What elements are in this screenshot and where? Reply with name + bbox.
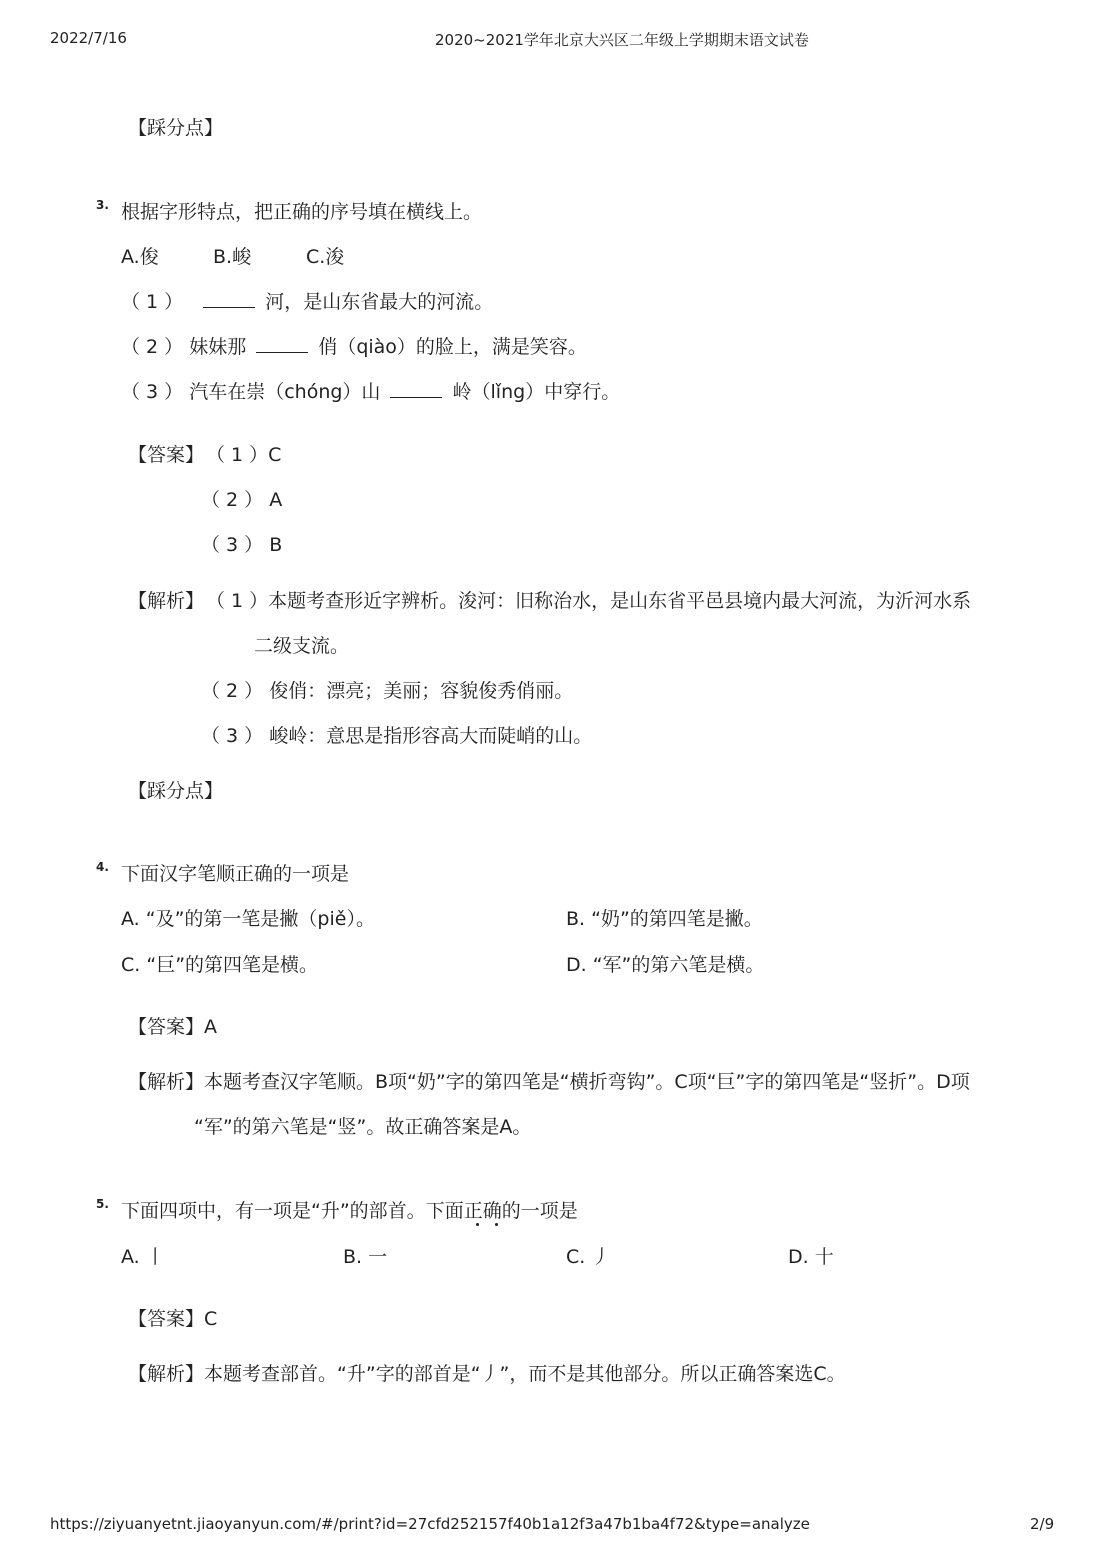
analysis-text: （ 1 ）本题考查形近字辨析。浚河：旧称治水，是山东省平邑县境内最大河流，为沂河水系 [206, 590, 972, 612]
answer-value: A [204, 1016, 218, 1038]
fill-blank[interactable] [256, 336, 308, 353]
fill-item-2 [121, 335, 587, 359]
analysis-label: 【解析】 [128, 590, 205, 612]
analysis-row [128, 1070, 970, 1094]
fill-item-1 [121, 290, 493, 314]
option-c: C. 丿 [566, 1246, 611, 1268]
answer-value: （ 2 ） A [201, 489, 283, 511]
option-a: A. “及”的第一笔是撇（piě）。 [121, 908, 375, 930]
analysis-label: 【解析】 [128, 1363, 205, 1385]
print-date: 2022/7/16 [50, 29, 127, 47]
item-number: （ 3 ） [121, 381, 184, 403]
analysis-text: （ 3 ） 峻岭：意思是指形容高大而陡峭的山。 [201, 725, 593, 747]
item-text: 岭（lǐng）中穿行。 [452, 381, 621, 403]
item-text: 妹妹那 [189, 336, 247, 358]
item-text: 俏（qiào）的脸上，满是笑容。 [318, 336, 587, 358]
answer-value: C [204, 1308, 218, 1330]
caifendian-label: 【踩分点】 [128, 780, 224, 802]
caifendian-label: 【踩分点】 [128, 117, 224, 139]
answer-label: 【答案】 [128, 1308, 205, 1330]
page-url[interactable]: https://ziyuanyetnt.jiaoyanyun.com/#/print?id=27cfd252157f40b1a12f3a47b1ba4f72&type=analyze [50, 1515, 810, 1533]
fill-blank[interactable] [390, 381, 442, 398]
fill-item-3 [121, 380, 620, 404]
emphasis-dot [476, 1223, 479, 1226]
emphasis-dot [495, 1223, 498, 1226]
option-b: B. 一 [343, 1246, 388, 1268]
analysis-text: 本题考查部首。“升”字的部首是“丿”，而不是其他部分。所以正确答案选C。 [204, 1363, 846, 1385]
question-number: 4. [96, 860, 109, 874]
question-stem: 下面四项中，有一项是“升”的部首。下面正确的一项是 [121, 1200, 578, 1222]
answer-label: 【答案】 [128, 444, 205, 466]
option-b: B.峻 [213, 246, 252, 268]
analysis-text: 本题考查汉字笔顺。B项“奶”字的第四笔是“横折弯钩”。C项“巨”字的第四笔是“竖折”。D项 [204, 1071, 970, 1093]
question-number: 5. [96, 1197, 109, 1211]
analysis-label: 【解析】 [128, 1071, 205, 1093]
analysis-text: 二级支流。 [254, 635, 350, 657]
option-a: A. 丨 [121, 1246, 165, 1268]
item-text: 河，是山东省最大的河流。 [265, 291, 494, 313]
option-c: C. “巨”的第四笔是横。 [121, 954, 319, 976]
question-stem: 根据字形特点，把正确的序号填在横线上。 [121, 201, 483, 223]
question-number: 3. [96, 198, 109, 212]
question-stem: 下面汉字笔顺正确的一项是 [121, 863, 350, 885]
fill-blank[interactable] [203, 291, 255, 308]
item-number: （ 2 ） [121, 336, 184, 358]
analysis-row [128, 1362, 846, 1386]
analysis-text: （ 2 ） 俊俏：漂亮；美丽；容貌俊秀俏丽。 [201, 680, 574, 702]
answer-row [128, 1015, 217, 1039]
answer-label: 【答案】 [128, 1016, 205, 1038]
answer-row [128, 1307, 217, 1331]
option-d: D. “军”的第六笔是横。 [566, 954, 765, 976]
option-a: A.俊 [121, 246, 159, 268]
page-number: 2/9 [1030, 1515, 1055, 1533]
item-text: 汽车在崇（chóng）山 [189, 381, 381, 403]
analysis-text: “军”的第六笔是“竖”。故正确答案是A。 [194, 1116, 532, 1138]
option-d: D. 十 [788, 1246, 834, 1268]
answer-value: （ 1 ）C [206, 444, 282, 466]
option-b: B. “奶”的第四笔是撇。 [566, 908, 763, 930]
document-title: 2020~2021学年北京大兴区二年级上学期期末语文试卷 [435, 31, 809, 49]
option-c: C.浚 [306, 246, 345, 268]
item-number: （ 1 ） [121, 291, 184, 313]
answer-value: （ 3 ） B [201, 534, 283, 556]
